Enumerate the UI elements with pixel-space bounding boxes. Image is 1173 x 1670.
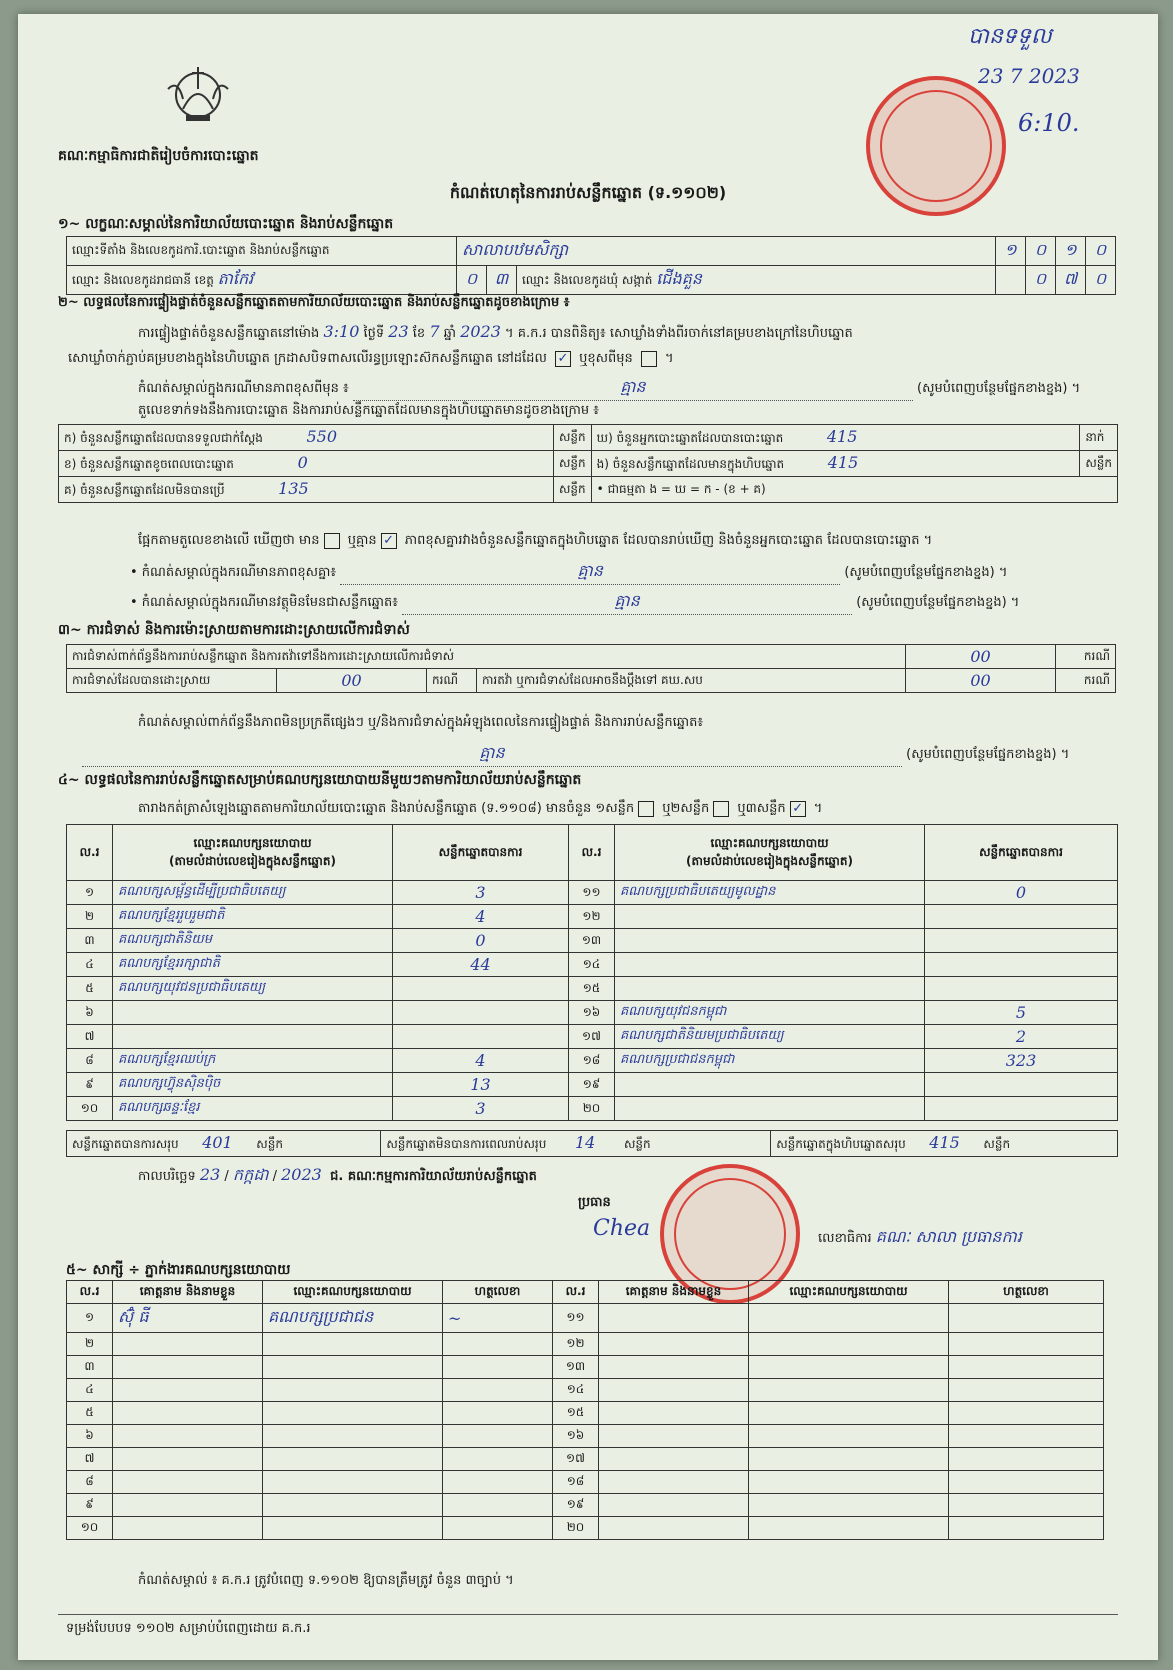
time-value: 3:10 (323, 322, 360, 341)
unit-label: សន្លឹក (554, 477, 592, 503)
unit-label: សន្លឹក (554, 451, 592, 477)
resolved-label: ការជំទាស់ដែលបានដោះស្រាយ (67, 669, 277, 693)
party-name: គណបក្សប្រជាជនកម្ពុជា (615, 1049, 925, 1073)
three-sheet-checkbox: ✓ (790, 801, 806, 817)
witness-signature (443, 1448, 553, 1471)
unit-label: ករណី (427, 669, 477, 693)
party-votes: 13 (393, 1073, 569, 1097)
received-time: 6:10. (1018, 109, 1080, 137)
total-in-box: សន្លឹកឆ្នោតក្នុងហិបឆ្នោតសរុប 415 សន្លឹក (771, 1131, 1118, 1157)
form-label: ទម្រង់បែបបទ ១១០២ សម្រាប់បំពេញដោយ គ.ក.រ (66, 1621, 311, 1636)
witness-no: ១៣ (553, 1356, 599, 1379)
party-name: គណបក្សជាតិនិយមប្រជាធិបតេយ្យ (615, 1025, 925, 1049)
table-row (67, 1448, 1104, 1471)
witness-signature (949, 1471, 1104, 1494)
code-digit: ០ (1026, 266, 1056, 295)
difference-note-line: កំណត់សម្គាល់ក្នុងករណីមានភាពខុសពីមុន ៖ គ្មាន (សូមបំពេញបន្ថែមផ្នែកខាងខ្នង) ។ (138, 376, 1080, 401)
date-month: កក្កដា (232, 1165, 269, 1184)
figure-unused: គ) ចំនួនសន្លឹកឆ្នោតដែលមិនបានប្រើ 135 (59, 477, 554, 503)
witness-signature (949, 1425, 1104, 1448)
witness-no: ៩ (67, 1494, 113, 1517)
irregularity-note-line: គ្មាន (សូមបំពេញបន្ថែមផ្នែកខាងខ្នង) ។ (82, 742, 1069, 767)
table-row (67, 1304, 1104, 1333)
witness-signature (443, 1425, 553, 1448)
party-name (615, 1073, 925, 1097)
witness-no: ១០ (67, 1517, 113, 1540)
irregularity-note-value: គ្មាន (479, 743, 505, 762)
witness-party (749, 1425, 949, 1448)
witness-party (263, 1471, 443, 1494)
party-no: ១៣ (569, 929, 615, 953)
party-name (615, 929, 925, 953)
witness-party (263, 1333, 443, 1356)
total-invalid-value: 14 (574, 1133, 596, 1152)
table-row (67, 1471, 1104, 1494)
appeal-label: ការតវ៉ា ឬការជំទាស់ដែលអាចនឹងប្តឹងទៅ គឃ.សប (477, 669, 906, 693)
seal-check-line: សោឃ្លាំចាក់ភ្ជាប់គម្របខាងក្នុងនៃហិបឆ្នោត ក្រដាសបិទពាសលើរន្ធប្រឡោះស៊កសន្លឹកឆ្នោត នៅដដែល ✓ ឬខុសពីមុន ។ (68, 350, 674, 366)
witness-party (749, 1356, 949, 1379)
col-header-party: ឈ្មោះគណបក្សនយោបាយ (749, 1281, 949, 1304)
party-votes (925, 953, 1118, 977)
table-row (67, 1025, 1118, 1049)
committee-name: គណៈកម្មាធិការជាតិរៀបចំការបោះឆ្នោត (58, 148, 259, 164)
party-name (615, 977, 925, 1001)
spoiled-value: 0 (297, 453, 308, 472)
witness-name (599, 1356, 749, 1379)
section-2-figures-table (58, 424, 1118, 503)
party-name: គណបក្សខ្មែររួបរួមជាតិ (113, 905, 393, 929)
witness-name (113, 1379, 263, 1402)
witness-signature (443, 1333, 553, 1356)
witness-signature (949, 1448, 1104, 1471)
national-emblem-icon (158, 59, 238, 125)
party-name (615, 953, 925, 977)
party-votes: 3 (393, 881, 569, 905)
witness-no: ២ (67, 1333, 113, 1356)
col-header-name: គោត្តនាម និងនាមខ្លួន (113, 1281, 263, 1304)
party-no: ២ (67, 905, 113, 929)
witness-signature (443, 1471, 553, 1494)
party-name (615, 1097, 925, 1121)
witness-no: ១ (67, 1304, 113, 1333)
section-2-heading: ២~ លទ្ធផលនៃការផ្ទៀងផ្ទាត់ចំនួនសន្លឹកឆ្នោតតាមការិយាល័យបោះឆ្នោត និងរាប់សន្លឹកឆ្នោតដូចខាងក្រោម ៖ (58, 295, 570, 310)
totals-table (66, 1130, 1118, 1157)
witness-name (113, 1471, 263, 1494)
col-header-no: ល.រ (67, 1281, 113, 1304)
party-name: គណបក្សឆន្ទៈខ្មែរ (113, 1097, 393, 1121)
witness-party (263, 1494, 443, 1517)
difference-note-value: គ្មាន (620, 377, 646, 396)
party-no: ១១ (569, 881, 615, 905)
witness-party (263, 1402, 443, 1425)
witness-name (113, 1448, 263, 1471)
object-note-line: • កំណត់សម្គាល់ក្នុងករណីមានវត្ថុមិនមែនជាសន្លឹកឆ្នោត៖ គ្មាន (សូមបំពេញបន្ថែមផ្នែកខាងខ្នង) ។ (130, 590, 1019, 615)
figure-ballots-in-box: ង) ចំនួនសន្លឹកឆ្នោតដែលមានក្នុងហិបឆ្នោត 415 (591, 451, 1080, 477)
witness-no: ១៦ (553, 1425, 599, 1448)
table-row (67, 1517, 1104, 1540)
party-no: ១២ (569, 905, 615, 929)
party-votes (393, 977, 569, 1001)
party-no: ៣ (67, 929, 113, 953)
total-valid-value: 401 (202, 1133, 233, 1152)
party-no: ៧ (67, 1025, 113, 1049)
witness-party (749, 1494, 949, 1517)
table-row (67, 1379, 1104, 1402)
witness-signature (443, 1517, 553, 1540)
party-no: ២០ (569, 1097, 615, 1121)
code-digit: ០ (1086, 266, 1116, 295)
code-digit: ១ (1056, 237, 1086, 266)
difference-check-line: ផ្អែកតាមតួលេខខាងលើ ឃើញថា មាន ឬគ្មាន ✓ ភាពខុសគ្នារវាងចំនួនសន្លឹកឆ្នោតក្នុងហិបឆ្នោត ដែលបានរាប់ឃើញ និងចំនួនអ្នកបោះឆ្នោត ដែលបានបោះឆ្នោត ។ (138, 532, 933, 548)
party-votes: 5 (925, 1001, 1118, 1025)
party-votes (925, 977, 1118, 1001)
voters-value: 415 (826, 427, 858, 446)
party-name: គណបក្សយុវជនកម្ពុជា (615, 1001, 925, 1025)
party-name: គណបក្សជាតិនិយម (113, 929, 393, 953)
section-3-table (66, 644, 1116, 693)
col-header-no: ល.រ (569, 825, 615, 881)
witness-no: ១១ (553, 1304, 599, 1333)
witness-party (749, 1448, 949, 1471)
witness-name (599, 1425, 749, 1448)
witness-party (263, 1517, 443, 1540)
year-value: 2023 (460, 322, 501, 341)
party-name (615, 905, 925, 929)
has-difference-checkbox (324, 533, 340, 549)
secretary-line: លេខាធិការ គណៈ សាលា ប្រធានការ (818, 1227, 1022, 1246)
party-votes: 0 (393, 929, 569, 953)
col-header-sign: ហត្ថលេខា (443, 1281, 553, 1304)
party-no: ១៥ (569, 977, 615, 1001)
section-1-table (66, 236, 1116, 295)
party-no: ១៤ (569, 953, 615, 977)
figure-voters: ឃ) ចំនួនអ្នកបោះឆ្នោតដែលបានបោះឆ្នោត 415 (591, 425, 1080, 451)
party-votes (925, 1097, 1118, 1121)
table-row (67, 1356, 1104, 1379)
witness-signature (443, 1379, 553, 1402)
polling-station-value: សាលាបឋមសិក្សា (457, 237, 996, 266)
received-note: បានទទួល (968, 24, 1052, 49)
table-row (67, 1333, 1104, 1356)
diff-note-value: គ្មាន (577, 561, 603, 580)
unit-label: សន្លឹក (1080, 451, 1118, 477)
witness-no: ៧ (67, 1448, 113, 1471)
party-name: គណបក្សខ្មែរឈប់ក្រ (113, 1049, 393, 1073)
code-digit (996, 266, 1026, 295)
date-day: 23 (199, 1165, 221, 1184)
witness-party (749, 1471, 949, 1494)
witness-signature (949, 1304, 1104, 1333)
col-header-no: ល.រ (553, 1281, 599, 1304)
witness-name (599, 1379, 749, 1402)
section-5-heading: ៥~ សាក្សី ÷ ភ្នាក់ងារគណបក្សនយោបាយ (66, 1262, 291, 1278)
tally-sheet-line: តារាងកត់ត្រាសំឡេងឆ្នោតតាមការិយាល័យបោះឆ្នោត និងរាប់សន្លឹកឆ្នោត (ទ.១១០៨) មានចំនួន ១សន្លឹក ឬ២សន្លឹក ឬ៣សន្លឹក ✓ ។ (138, 800, 823, 816)
secretary-value: គណៈ សាលា ប្រធានការ (875, 1227, 1022, 1246)
witness-signature (949, 1517, 1104, 1540)
party-name: គណបក្សយុវជនប្រជាធិបតេយ្យ (113, 977, 393, 1001)
party-votes: 2 (925, 1025, 1118, 1049)
witness-party (263, 1356, 443, 1379)
witness-signature (443, 1356, 553, 1379)
received-value: 550 (306, 427, 338, 446)
verification-line: ការផ្ទៀងផ្ទាត់ចំនួនសន្លឹកឆ្នោតនៅម៉ោង 3:10 ថ្ងៃទី 23 ខែ 7 ឆ្នាំ 2023 ។ គ.ក.រ បានពិនិត្យ៖ សោឃ្លាំងទាំងពីរចាក់នៅគម្របខាងក្រៅនៃហិបឆ្នោត (138, 322, 853, 341)
footnote: កំណត់សម្គាល់ ៖ គ.ក.រ ត្រូវបំពេញ ទ.១១០២ ឱ្យបានត្រឹមត្រូវ ចំនួន ៣ច្បាប់ ។ (138, 1573, 514, 1588)
col-header-votes: សន្លឹកឆ្នោតបានការ (925, 825, 1118, 881)
day-value: 23 (388, 322, 409, 341)
witness-no: ១៥ (553, 1402, 599, 1425)
party-votes: 4 (393, 905, 569, 929)
witness-no: ៤ (67, 1379, 113, 1402)
witness-party (749, 1333, 949, 1356)
footer-divider (58, 1614, 1118, 1615)
witness-name (113, 1425, 263, 1448)
code-digit: ៧ (1056, 266, 1086, 295)
party-votes (925, 1073, 1118, 1097)
party-name: គណបក្សប្រជាធិបតេយ្យមូលដ្ឋាន (615, 881, 925, 905)
col-header-party: ឈ្មោះគណបក្សនយោបាយ (តាមលំដាប់លេខរៀងក្នុងសន្លឹកឆ្នោត) (113, 825, 393, 881)
figures-intro: តួលេខទាក់ទងនឹងការបោះឆ្នោត និងការរាប់សន្លឹកឆ្នោតដែលមានក្នុងហិបឆ្នោតមានដូចខាងក្រោម ៖ (138, 403, 599, 418)
witness-name (599, 1402, 749, 1425)
witness-party (749, 1402, 949, 1425)
code-digit: ០ (1026, 237, 1056, 266)
witness-no: ៥ (67, 1402, 113, 1425)
party-votes: 44 (393, 953, 569, 977)
witness-table (66, 1280, 1104, 1540)
commune-value: ជើងគួន (656, 269, 702, 288)
witness-name (113, 1356, 263, 1379)
page-title: កំណត់ហេតុនៃការរាប់សន្លឹកឆ្នោត (ទ.១១០២) (449, 183, 727, 202)
witness-name (599, 1494, 749, 1517)
code-digit: ០ (457, 266, 487, 295)
party-no: ១៦ (569, 1001, 615, 1025)
figure-spoiled: ខ) ចំនួនសន្លឹកឆ្នោតខូចពេលបោះឆ្នោត 0 (59, 451, 554, 477)
document-page (18, 14, 1158, 1660)
polling-station-label: ឈ្មោះទីតាំង និងលេខកូដការិ.បោះឆ្នោត និងរាប់សន្លឹកឆ្នោត (67, 237, 457, 266)
table-row (67, 953, 1118, 977)
commune-label: ឈ្មោះ និងលេខកូដឃុំ សង្កាត់ ជើងគួន (517, 266, 996, 295)
party-votes: 323 (925, 1049, 1118, 1073)
party-votes-table (66, 824, 1118, 1121)
witness-party (749, 1379, 949, 1402)
party-no: ១០ (67, 1097, 113, 1121)
total-invalid: សន្លឹកឆ្នោតមិនបានការពេលរាប់សរុប 14 សន្លឹក (381, 1131, 771, 1157)
witness-no: ៣ (67, 1356, 113, 1379)
appeal-value: 00 (906, 669, 1056, 693)
figure-received: ក) ចំនួនសន្លឹកឆ្នោតដែលបានទទួលជាក់ស្តែង 550 (59, 425, 554, 451)
province-label: ឈ្មោះ និងលេខកូដរាជធានី ខេត្ត តាកែវ (67, 266, 457, 295)
table-row (67, 977, 1118, 1001)
witness-no: ៨ (67, 1471, 113, 1494)
unit-label: ករណី (1056, 645, 1116, 669)
col-header-party: ឈ្មោះគណបក្សនយោបាយ (តាមលំដាប់លេខរៀងក្នុងសន្លឹកឆ្នោត) (615, 825, 925, 881)
witness-party (263, 1379, 443, 1402)
witness-no: ១៤ (553, 1379, 599, 1402)
no-difference-checkbox: ✓ (381, 533, 397, 549)
two-sheet-checkbox (713, 801, 729, 817)
party-votes: 3 (393, 1097, 569, 1121)
witness-name: ស៊ុំ ធី (113, 1304, 263, 1333)
party-no: ១ (67, 881, 113, 905)
witness-party (263, 1448, 443, 1471)
party-votes (925, 905, 1118, 929)
witness-signature (443, 1494, 553, 1517)
witness-name (113, 1494, 263, 1517)
complaint-label: ការជំទាស់ពាក់ព័ន្ធនឹងការរាប់សន្លឹកឆ្នោត និងការតវ៉ាទៅនឹងការដោះស្រាយលើការជំទាស់ (67, 645, 906, 669)
party-no: ១៨ (569, 1049, 615, 1073)
witness-signature: ~ (443, 1304, 553, 1333)
witness-name (113, 1333, 263, 1356)
official-seal-stamp (866, 76, 1006, 216)
formula: • ជាធម្មតា ង = ឃ = ក - (ខ + គ) (591, 477, 1117, 503)
party-votes (393, 1001, 569, 1025)
party-no: ៩ (67, 1073, 113, 1097)
witness-signature (949, 1333, 1104, 1356)
table-row (67, 1001, 1118, 1025)
one-sheet-checkbox (638, 801, 654, 817)
province-value: តាកែវ (217, 269, 254, 288)
witness-signature (949, 1494, 1104, 1517)
witness-name (113, 1402, 263, 1425)
received-date: 23 7 2023 (978, 64, 1080, 88)
complaint-value: 00 (906, 645, 1056, 669)
col-header-sign: ហត្ថលេខា (949, 1281, 1104, 1304)
table-row (67, 1425, 1104, 1448)
witness-name (599, 1448, 749, 1471)
witness-no: ១៧ (553, 1448, 599, 1471)
party-name: គណបក្សខ្មែររក្សាជាតិ (113, 953, 393, 977)
code-digit: ១ (996, 237, 1026, 266)
code-digit: ០ (1086, 237, 1116, 266)
resolved-value: 00 (277, 669, 427, 693)
col-header-no: ល.រ (67, 825, 113, 881)
table-row (67, 1402, 1104, 1425)
party-no: ៥ (67, 977, 113, 1001)
witness-name (599, 1304, 749, 1333)
witness-no: ១៨ (553, 1471, 599, 1494)
party-votes: 0 (925, 881, 1118, 905)
date-line: កាលបរិច្ឆេទ 23 / កក្កដា / 2023 ជ. គណៈកម្មការការិយាល័យរាប់សន្លឹកឆ្នោត (138, 1165, 537, 1184)
table-row (67, 905, 1118, 929)
witness-no: ២០ (553, 1517, 599, 1540)
section-1-heading: ១~ លក្ខណៈសម្គាល់នៃការិយាល័យបោះឆ្នោត និងរាប់សន្លឹកឆ្នោត (58, 216, 394, 232)
object-note-value: គ្មាន (614, 591, 640, 610)
party-no: ១៩ (569, 1073, 615, 1097)
witness-signature (443, 1402, 553, 1425)
table-row (67, 1097, 1118, 1121)
table-row (67, 1073, 1118, 1097)
unit-label: សន្លឹក (554, 425, 592, 451)
table-row (67, 929, 1118, 953)
witness-signature (949, 1379, 1104, 1402)
witness-name (599, 1471, 749, 1494)
party-votes (393, 1025, 569, 1049)
table-row (67, 1049, 1118, 1073)
witness-signature (949, 1402, 1104, 1425)
col-header-party: ឈ្មោះគណបក្សនយោបាយ (263, 1281, 443, 1304)
witness-no: ៦ (67, 1425, 113, 1448)
witness-no: ១២ (553, 1333, 599, 1356)
witness-party (749, 1304, 949, 1333)
irregularity-note-label: កំណត់សម្គាល់ពាក់ព័ន្ធនឹងភាពមិនប្រក្រតីផ្សេងៗ ឬ/និងការជំទាស់ក្នុងអំឡុងពេលនៃការផ្ទៀងផ្ទាត់ និងការរាប់សន្លឹកឆ្នោត៖ (138, 715, 704, 730)
witness-party: គណបក្សប្រជាជន (263, 1304, 443, 1333)
unit-label: ករណី (1056, 669, 1116, 693)
total-valid: សន្លឹកឆ្នោតបានការសរុប 401 សន្លឹក (67, 1131, 381, 1157)
section-3-heading: ៣~ ការជំទាស់ និងការម៉ោះស្រាយតាមការដោះស្រាយលើការជំទាស់ (58, 622, 410, 638)
party-votes (925, 929, 1118, 953)
unit-label: នាក់ (1080, 425, 1118, 451)
party-no: ១៧ (569, 1025, 615, 1049)
table-row (67, 1494, 1104, 1517)
ballots-in-box-value: 415 (827, 453, 859, 472)
section-4-heading: ៤~ លទ្ធផលនៃការរាប់សន្លឹកឆ្នោតសម្រាប់គណបក្សនយោបាយនីមួយៗតាមការិយាល័យរាប់សន្លឹកឆ្នោត (58, 772, 582, 788)
witness-signature (949, 1356, 1104, 1379)
party-name (113, 1001, 393, 1025)
party-name: គណបក្សហ៊្វុនស៊ិនប៉ិច (113, 1073, 393, 1097)
chair-signature: Chea (593, 1216, 651, 1241)
col-header-votes: សន្លឹកឆ្នោតបានការ (393, 825, 569, 881)
party-no: ៦ (67, 1001, 113, 1025)
party-no: ៨ (67, 1049, 113, 1073)
diff-note-line: • កំណត់សម្គាល់ក្នុងករណីមានភាពខុសគ្នា៖ គ្មាន (សូមបំពេញបន្ថែមផ្នែកខាងខ្នង) ។ (130, 560, 1007, 585)
chair-label: ប្រធាន (578, 1195, 611, 1210)
party-no: ៤ (67, 953, 113, 977)
witness-no: ១៩ (553, 1494, 599, 1517)
table-row (67, 881, 1118, 905)
changed-checkbox (641, 351, 657, 367)
party-name (113, 1025, 393, 1049)
unused-value: 135 (278, 479, 309, 498)
party-name: គណបក្សសម្ព័ន្ធដើម្បីប្រជាធិបតេយ្យ (113, 881, 393, 905)
unchanged-checkbox: ✓ (555, 351, 571, 367)
total-in-box-value: 415 (929, 1133, 960, 1152)
witness-name (599, 1517, 749, 1540)
witness-party (263, 1425, 443, 1448)
month-value: 7 (429, 322, 440, 341)
witness-party (749, 1517, 949, 1540)
party-votes: 4 (393, 1049, 569, 1073)
code-digit: ៣ (487, 266, 517, 295)
witness-name (599, 1333, 749, 1356)
witness-name (113, 1517, 263, 1540)
date-year: 2023 (281, 1165, 322, 1184)
col-header-name: គោត្តនាម និងនាមខ្លួន (599, 1281, 749, 1304)
